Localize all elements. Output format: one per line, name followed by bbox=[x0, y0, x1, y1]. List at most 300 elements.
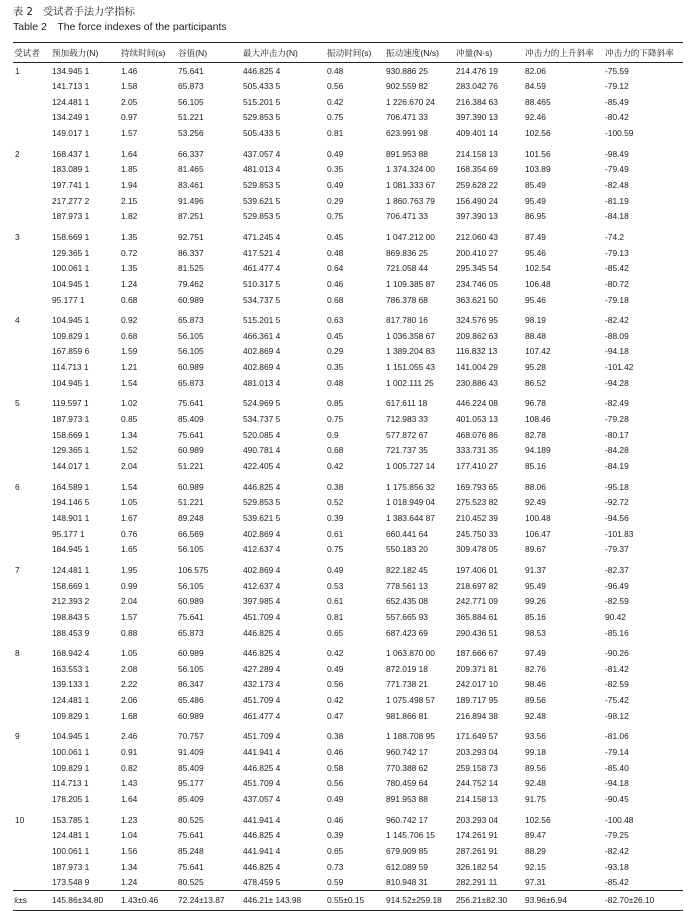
table-cell: 687.423 69 bbox=[386, 627, 428, 638]
table-cell: 83.461 bbox=[178, 179, 204, 190]
table-cell: 85.409 bbox=[178, 794, 204, 805]
table-cell: 218.697 82 bbox=[456, 580, 498, 591]
table-cell: -79.37 bbox=[605, 544, 629, 555]
table-cell: 101.56 bbox=[525, 148, 551, 159]
table-cell: 197.406 01 bbox=[456, 564, 498, 575]
table-cell: 84.59 bbox=[525, 81, 546, 92]
table-cell: 1.43 bbox=[121, 778, 138, 789]
table-cell: 80.525 bbox=[178, 814, 204, 825]
column-header: 振动速度(N/s) bbox=[385, 43, 455, 63]
table-cell: 88.06 bbox=[525, 481, 546, 492]
table-cell: 1.64 bbox=[121, 148, 138, 159]
table-cell: 187.973 1 bbox=[52, 211, 90, 222]
table-cell: -90.26 bbox=[605, 648, 629, 659]
table-cell: 109.829 1 bbox=[52, 710, 90, 721]
table-cell: 660.441 64 bbox=[386, 528, 428, 539]
table-cell: 515.201 5 bbox=[243, 96, 281, 107]
table-cell: 88.29 bbox=[525, 845, 546, 856]
table-cell: 0.99 bbox=[121, 580, 138, 591]
table-cell: 0.48 bbox=[327, 247, 344, 258]
table-cell: 0.75 bbox=[327, 414, 344, 425]
table-cell: 441.941 4 bbox=[243, 747, 281, 758]
table-cell: 1.52 bbox=[121, 445, 138, 456]
table-row bbox=[13, 760, 683, 776]
table-cell: -75.59 bbox=[605, 65, 629, 76]
table-body bbox=[13, 63, 683, 891]
table-cell: 623.991 98 bbox=[386, 128, 428, 139]
table-cell: 432.173 4 bbox=[243, 679, 281, 690]
table-cell: 174.261 91 bbox=[456, 830, 498, 841]
table-row bbox=[13, 593, 683, 609]
table-cell: 0.46 bbox=[327, 278, 344, 289]
table-cell: 0.29 bbox=[327, 346, 344, 357]
table-cell: 0.47 bbox=[327, 710, 344, 721]
subject-cell bbox=[13, 209, 51, 225]
table-cell: -79.49 bbox=[605, 164, 629, 175]
subject-cell: 9 bbox=[15, 731, 20, 742]
force-indexes-table bbox=[13, 42, 683, 911]
table-cell: 66.337 bbox=[178, 148, 204, 159]
table-cell: 70.757 bbox=[178, 731, 204, 742]
table-cell: 822.182 45 bbox=[386, 564, 428, 575]
table-cell: 0.65 bbox=[327, 845, 344, 856]
table-cell: 104.945 1 bbox=[52, 377, 90, 388]
table-cell: 209.862 63 bbox=[456, 330, 498, 341]
table-cell: 92.15 bbox=[525, 861, 546, 872]
table-cell: 92.751 bbox=[178, 231, 204, 242]
table-cell: 446.825 4 bbox=[243, 830, 281, 841]
table-cell: 0.39 bbox=[327, 512, 344, 523]
table-cell: 0.56 bbox=[327, 81, 344, 92]
summary-cell: 72.24±13.87 bbox=[177, 890, 242, 910]
table-cell: 104.945 1 bbox=[52, 731, 90, 742]
table-cell: 51.221 bbox=[178, 497, 204, 508]
subject-cell: 8 bbox=[15, 648, 20, 659]
column-header: 持续时间(s) bbox=[120, 43, 177, 63]
table-cell: 0.88 bbox=[121, 627, 138, 638]
subject-cell bbox=[13, 661, 51, 677]
table-row bbox=[13, 411, 683, 427]
table-cell: 550.183 20 bbox=[386, 544, 428, 555]
subject-cell bbox=[13, 510, 51, 526]
table-cell: 446.825 4 bbox=[243, 65, 281, 76]
table-cell: 92.48 bbox=[525, 778, 546, 789]
table-cell: 187.666 67 bbox=[456, 648, 498, 659]
table-cell: 1 005.727 14 bbox=[386, 461, 435, 472]
table-cell: 0.29 bbox=[327, 195, 344, 206]
table-cell: 81.465 bbox=[178, 164, 204, 175]
table-cell: 200.410 27 bbox=[456, 247, 498, 258]
table-cell: 481.013 4 bbox=[243, 164, 281, 175]
table-row bbox=[13, 494, 683, 510]
table-cell: 786.378 68 bbox=[386, 294, 428, 305]
subject-cell bbox=[13, 411, 51, 427]
table-cell: 446.825 4 bbox=[243, 861, 281, 872]
table-cell: 124.481 1 bbox=[52, 96, 90, 107]
table-cell: 209.371 81 bbox=[456, 663, 498, 674]
table-row bbox=[13, 292, 683, 308]
table-row bbox=[13, 744, 683, 760]
column-header: 冲击力的上升斜率 bbox=[524, 43, 604, 63]
subject-cell bbox=[13, 177, 51, 193]
table-cell: 1 109.385 87 bbox=[386, 278, 435, 289]
table-cell: 451.709 4 bbox=[243, 778, 281, 789]
table-cell: 108.46 bbox=[525, 414, 551, 425]
table-cell: 471.245 4 bbox=[243, 231, 281, 242]
table-cell: -85.16 bbox=[605, 627, 629, 638]
table-cell: -79.12 bbox=[605, 81, 629, 92]
table-cell: 0.82 bbox=[121, 762, 138, 773]
table-cell: 1 389.204 83 bbox=[386, 346, 435, 357]
table-cell: 85.248 bbox=[178, 845, 204, 856]
table-cell: 158.669 1 bbox=[52, 429, 90, 440]
subject-cell bbox=[13, 125, 51, 141]
table-cell: 153.785 1 bbox=[52, 814, 90, 825]
table-cell: 0.38 bbox=[327, 481, 344, 492]
table-cell: 217.277 2 bbox=[52, 195, 90, 206]
table-cell: 88.48 bbox=[525, 330, 546, 341]
table-cell: 65.873 bbox=[178, 315, 204, 326]
table-cell: 1.21 bbox=[121, 362, 138, 373]
table-cell: 780.459 64 bbox=[386, 778, 428, 789]
table-cell: 869.836 25 bbox=[386, 247, 428, 258]
table-cell: -92.72 bbox=[605, 497, 629, 508]
table-cell: 891.953 88 bbox=[386, 794, 428, 805]
document bbox=[13, 6, 683, 911]
table-row bbox=[13, 526, 683, 542]
table-cell: 1.82 bbox=[121, 211, 138, 222]
table-cell: 0.85 bbox=[121, 414, 138, 425]
subject-cell bbox=[13, 744, 51, 760]
table-cell: 0.45 bbox=[327, 231, 344, 242]
table-row bbox=[13, 557, 683, 578]
table-cell: 60.989 bbox=[178, 481, 204, 492]
table-cell: 1.46 bbox=[121, 65, 138, 76]
table-cell: 0.48 bbox=[327, 65, 344, 76]
table-cell: 422.405 4 bbox=[243, 461, 281, 472]
table-row bbox=[13, 276, 683, 292]
table-cell: 539.621 5 bbox=[243, 512, 281, 523]
summary-cell: 145.86±34.80 bbox=[51, 890, 120, 910]
table-cell: 56.105 bbox=[178, 544, 204, 555]
table-cell: 0.92 bbox=[121, 315, 138, 326]
table-cell: -82.49 bbox=[605, 398, 629, 409]
table-cell: 0.56 bbox=[327, 778, 344, 789]
table-cell: 65.873 bbox=[178, 81, 204, 92]
table-cell: 0.68 bbox=[327, 445, 344, 456]
table-row bbox=[13, 542, 683, 558]
summary-cell: 93.96±6.94 bbox=[524, 890, 604, 910]
table-cell: 1 081.333 67 bbox=[386, 179, 435, 190]
table-cell: 197.741 1 bbox=[52, 179, 90, 190]
table-cell: 0.76 bbox=[121, 528, 138, 539]
table-cell: 212.393 2 bbox=[52, 596, 90, 607]
table-cell: 891.953 88 bbox=[386, 148, 428, 159]
table-cell: 203.293 04 bbox=[456, 814, 498, 825]
table-cell: 158.669 1 bbox=[52, 231, 90, 242]
table-cell: -101.83 bbox=[605, 528, 634, 539]
table-cell: 187.973 1 bbox=[52, 414, 90, 425]
table-cell: 612.089 59 bbox=[386, 861, 428, 872]
table-cell: 0.75 bbox=[327, 544, 344, 555]
table-cell: 51.221 bbox=[178, 112, 204, 123]
table-cell: 0.9 bbox=[327, 429, 339, 440]
table-cell: 65.486 bbox=[178, 695, 204, 706]
table-cell: 134.249 1 bbox=[52, 112, 90, 123]
table-cell: 91.75 bbox=[525, 794, 546, 805]
subject-cell bbox=[13, 625, 51, 641]
table-cell: 577.872 67 bbox=[386, 429, 428, 440]
table-cell: 2.05 bbox=[121, 96, 138, 107]
table-cell: 0.42 bbox=[327, 648, 344, 659]
table-cell: 1.35 bbox=[121, 231, 138, 242]
table-cell: 437.057 4 bbox=[243, 794, 281, 805]
table-cell: 85.16 bbox=[525, 611, 546, 622]
table-cell: -75.42 bbox=[605, 695, 629, 706]
table-cell: 89.248 bbox=[178, 512, 204, 523]
table-cell: 960.742 17 bbox=[386, 747, 428, 758]
table-cell: 402.869 4 bbox=[243, 362, 281, 373]
table-cell: -93.18 bbox=[605, 861, 629, 872]
table-cell: -85.49 bbox=[605, 96, 629, 107]
table-cell: 169.793 65 bbox=[456, 481, 498, 492]
subject-cell bbox=[13, 494, 51, 510]
table-cell: 287.261 91 bbox=[456, 845, 498, 856]
table-cell: 505.433 5 bbox=[243, 128, 281, 139]
table-cell: 490.781 4 bbox=[243, 445, 281, 456]
table-cell: 0.75 bbox=[327, 112, 344, 123]
table-cell: 397.390 13 bbox=[456, 211, 498, 222]
table-cell: 1.24 bbox=[121, 877, 138, 888]
table-cell: 446.825 4 bbox=[243, 481, 281, 492]
table-cell: -79.14 bbox=[605, 747, 629, 758]
table-cell: 1.58 bbox=[121, 81, 138, 92]
subject-cell: 2 bbox=[15, 148, 20, 159]
table-cell: -79.13 bbox=[605, 247, 629, 258]
table-cell: 81.525 bbox=[178, 263, 204, 274]
table-cell: -94.56 bbox=[605, 512, 629, 523]
subject-cell bbox=[13, 260, 51, 276]
table-cell: 524.969 5 bbox=[243, 398, 281, 409]
table-cell: 2.22 bbox=[121, 679, 138, 690]
table-cell: 91.37 bbox=[525, 564, 546, 575]
table-cell: 275.523 82 bbox=[456, 497, 498, 508]
table-cell: 1.23 bbox=[121, 814, 138, 825]
summary-row bbox=[13, 890, 683, 910]
table-cell: -80.42 bbox=[605, 112, 629, 123]
table-cell: 412.637 4 bbox=[243, 544, 281, 555]
table-cell: 85.49 bbox=[525, 179, 546, 190]
table-row bbox=[13, 661, 683, 677]
subject-cell bbox=[13, 458, 51, 474]
table-cell: 102.56 bbox=[525, 128, 551, 139]
table-cell: 1.54 bbox=[121, 481, 138, 492]
table-cell: -81.19 bbox=[605, 195, 629, 206]
summary-cell: 914.52±259.18 bbox=[385, 890, 455, 910]
table-cell: 1.65 bbox=[121, 544, 138, 555]
table-cell: 930.886 25 bbox=[386, 65, 428, 76]
table-cell: 124.481 1 bbox=[52, 695, 90, 706]
table-cell: 0.68 bbox=[121, 330, 138, 341]
table-cell: 242.771 09 bbox=[456, 596, 498, 607]
table-caption-cn: 表 2 受试者手法力学指标 bbox=[13, 7, 135, 18]
table-cell: 309.478 05 bbox=[456, 544, 498, 555]
table-cell: 1.02 bbox=[121, 398, 138, 409]
subject-cell: 3 bbox=[15, 231, 20, 242]
table-cell: 468.076 86 bbox=[456, 429, 498, 440]
table-cell: 168.942 4 bbox=[52, 648, 90, 659]
table-cell: 86.347 bbox=[178, 679, 204, 690]
table-cell: 85.409 bbox=[178, 414, 204, 425]
table-cell: 141.004 29 bbox=[456, 362, 498, 373]
column-header: 振动时间(s) bbox=[326, 43, 385, 63]
subject-cell bbox=[13, 776, 51, 792]
table-cell: 95.46 bbox=[525, 294, 546, 305]
table-cell: 107.42 bbox=[525, 346, 551, 357]
table-cell: 0.49 bbox=[327, 179, 344, 190]
table-cell: 0.75 bbox=[327, 211, 344, 222]
subject-cell bbox=[13, 276, 51, 292]
table-cell: -98.49 bbox=[605, 148, 629, 159]
table-cell: 441.941 4 bbox=[243, 845, 281, 856]
table-row bbox=[13, 94, 683, 110]
table-cell: 1 075.498 57 bbox=[386, 695, 435, 706]
table-cell: 259.158 73 bbox=[456, 762, 498, 773]
table-cell: 87.49 bbox=[525, 231, 546, 242]
table-cell: 539.621 5 bbox=[243, 195, 281, 206]
table-cell: 0.39 bbox=[327, 830, 344, 841]
table-cell: 183.089 1 bbox=[52, 164, 90, 175]
table-cell: -100.48 bbox=[605, 814, 634, 825]
table-cell: 234.746 05 bbox=[456, 278, 498, 289]
table-cell: 75.641 bbox=[178, 398, 204, 409]
table-cell: 79.462 bbox=[178, 278, 204, 289]
table-cell: 53.256 bbox=[178, 128, 204, 139]
table-cell: 0.91 bbox=[121, 747, 138, 758]
subject-cell bbox=[13, 760, 51, 776]
summary-cell: -82.70±26.10 bbox=[604, 890, 683, 910]
table-cell: 94.189 bbox=[525, 445, 551, 456]
table-cell: 451.709 4 bbox=[243, 695, 281, 706]
table-cell: 82.78 bbox=[525, 429, 546, 440]
table-cell: 0.85 bbox=[327, 398, 344, 409]
table-cell: 141.713 1 bbox=[52, 81, 90, 92]
table-cell: 178.205 1 bbox=[52, 794, 90, 805]
table-cell: 290.436 51 bbox=[456, 627, 498, 638]
table-cell: 1.68 bbox=[121, 710, 138, 721]
subject-cell bbox=[13, 875, 51, 891]
table-cell: 0.65 bbox=[327, 627, 344, 638]
subject-cell bbox=[13, 542, 51, 558]
table-cell: 397.985 4 bbox=[243, 596, 281, 607]
table-cell: 402.869 4 bbox=[243, 528, 281, 539]
table-cell: 1.56 bbox=[121, 845, 138, 856]
table-cell: 2.15 bbox=[121, 195, 138, 206]
table-cell: -80.17 bbox=[605, 429, 629, 440]
summary-label: x̄±s bbox=[13, 890, 51, 910]
table-footer bbox=[13, 890, 683, 910]
table-cell: 446.825 4 bbox=[243, 648, 281, 659]
table-cell: -82.42 bbox=[605, 845, 629, 856]
table-cell: 1 151.055 43 bbox=[386, 362, 435, 373]
table-cell: -95.18 bbox=[605, 481, 629, 492]
table-cell: -90.45 bbox=[605, 794, 629, 805]
table-cell: 1.35 bbox=[121, 263, 138, 274]
table-row bbox=[13, 692, 683, 708]
table-cell: 810.948 31 bbox=[386, 877, 428, 888]
table-cell: 95.177 bbox=[178, 778, 204, 789]
subject-cell bbox=[13, 791, 51, 807]
table-cell: 148.901 1 bbox=[52, 512, 90, 523]
table-cell: 461.477 4 bbox=[243, 263, 281, 274]
table-cell: 1.67 bbox=[121, 512, 138, 523]
subject-cell bbox=[13, 359, 51, 375]
table-cell: -84.18 bbox=[605, 211, 629, 222]
subject-cell bbox=[13, 292, 51, 308]
table-cell: 60.989 bbox=[178, 445, 204, 456]
subject-cell bbox=[13, 593, 51, 609]
table-cell: 100.061 1 bbox=[52, 263, 90, 274]
table-cell: 1.24 bbox=[121, 278, 138, 289]
table-cell: 60.989 bbox=[178, 648, 204, 659]
table-cell: -82.59 bbox=[605, 679, 629, 690]
table-cell: 0.73 bbox=[327, 861, 344, 872]
table-cell: 168.354 69 bbox=[456, 164, 498, 175]
table-cell: 0.97 bbox=[121, 112, 138, 123]
table-cell: 216.894 38 bbox=[456, 710, 498, 721]
table-cell: -88.09 bbox=[605, 330, 629, 341]
table-cell: 89.56 bbox=[525, 695, 546, 706]
table-cell: 102.56 bbox=[525, 814, 551, 825]
table-cell: 171.649 57 bbox=[456, 731, 498, 742]
table-cell: 515.201 5 bbox=[243, 315, 281, 326]
table-cell: 1.94 bbox=[121, 179, 138, 190]
table-cell: 86.337 bbox=[178, 247, 204, 258]
table-row bbox=[13, 843, 683, 859]
table-row bbox=[13, 474, 683, 495]
table-cell: 109.829 1 bbox=[52, 762, 90, 773]
table-row bbox=[13, 375, 683, 391]
table-cell: 1.05 bbox=[121, 648, 138, 659]
table-cell: 56.105 bbox=[178, 346, 204, 357]
table-row bbox=[13, 245, 683, 261]
table-cell: 95.177 1 bbox=[52, 294, 85, 305]
table-cell: 106.48 bbox=[525, 278, 551, 289]
table-cell: 139.133 1 bbox=[52, 679, 90, 690]
table-cell: 168.437 1 bbox=[52, 148, 90, 159]
table-cell: 1 063.870 00 bbox=[386, 648, 435, 659]
table-cell: 75.641 bbox=[178, 861, 204, 872]
table-cell: 0.81 bbox=[327, 611, 344, 622]
table-cell: 534.737 5 bbox=[243, 294, 281, 305]
table-row bbox=[13, 875, 683, 891]
table-cell: 417.521 4 bbox=[243, 247, 281, 258]
table-cell: 652.435 08 bbox=[386, 596, 428, 607]
table-cell: 1.85 bbox=[121, 164, 138, 175]
table-cell: 412.637 4 bbox=[243, 580, 281, 591]
table-row bbox=[13, 807, 683, 828]
table-cell: 89.67 bbox=[525, 544, 546, 555]
table-cell: 437.057 4 bbox=[243, 148, 281, 159]
table-cell: 1.34 bbox=[121, 429, 138, 440]
table-cell: 164.589 1 bbox=[52, 481, 90, 492]
table-cell: 282.291 11 bbox=[456, 877, 498, 888]
table-cell: 56.105 bbox=[178, 663, 204, 674]
table-cell: 0.48 bbox=[327, 377, 344, 388]
table-cell: 89.47 bbox=[525, 830, 546, 841]
table-cell: 85.409 bbox=[178, 762, 204, 773]
table-cell: 173.548 9 bbox=[52, 877, 90, 888]
